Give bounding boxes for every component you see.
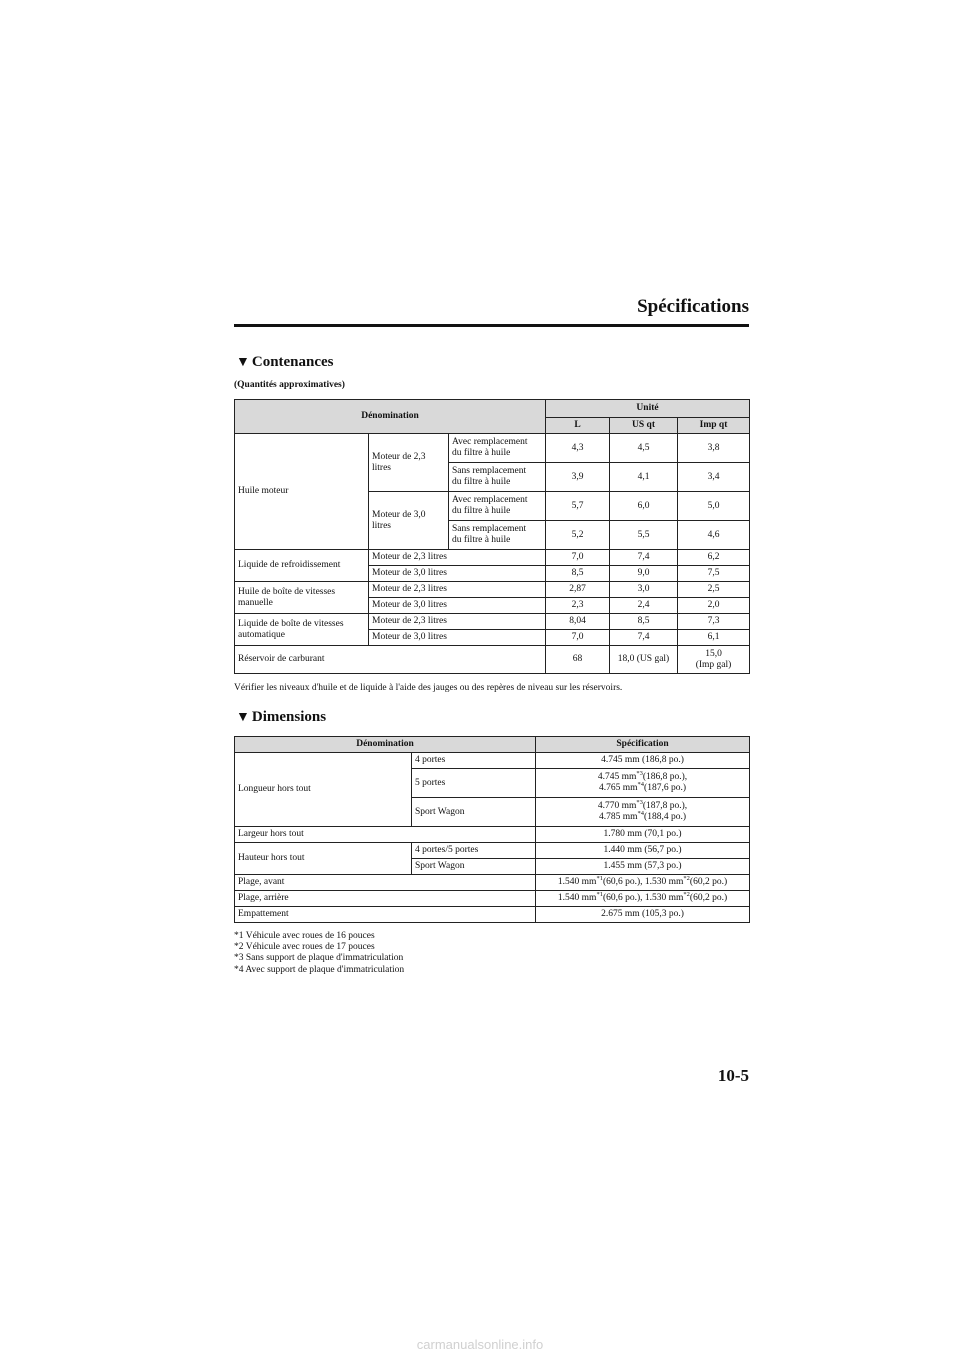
footnote: *4 Avec support de plaque d'immatriculation xyxy=(234,964,405,975)
triangle-down-icon: ▼ xyxy=(236,355,250,370)
value-usqt: 4,1 xyxy=(610,463,678,492)
table-row xyxy=(235,550,750,566)
value-usqt: 8,5 xyxy=(610,614,678,630)
value-usqt: 2,4 xyxy=(610,598,678,614)
value-impqt: 7,5 xyxy=(678,566,750,582)
with-filter-label: Avec remplacement du filtre à huile xyxy=(449,492,546,521)
value-l: 3,9 xyxy=(546,463,610,492)
value-usqt: 7,4 xyxy=(610,550,678,566)
page-number: 10-5 xyxy=(717,1066,749,1085)
value-impqt: 3,4 xyxy=(678,463,750,492)
value-usqt: 7,4 xyxy=(610,630,678,646)
dimensions-table xyxy=(234,736,750,923)
value-l: 7,0 xyxy=(546,630,610,646)
value-usqt: 5,5 xyxy=(610,521,678,550)
track-rear-label: Plage, arrière xyxy=(235,891,536,907)
header-impqt: Imp qt xyxy=(678,418,750,434)
header-denomination: Dénomination xyxy=(235,737,536,753)
value-l: 2,3 xyxy=(546,598,610,614)
triangle-down-icon: ▼ xyxy=(236,710,250,725)
engine-23-label: Moteur de 2,3 litres xyxy=(369,434,449,492)
table-row xyxy=(235,614,750,630)
value-l: 68 xyxy=(546,646,610,674)
spec-value: 1.440 mm (56,7 po.) xyxy=(536,843,750,859)
value-us-gal: 18,0 (US gal) xyxy=(610,646,678,674)
spec-value: 4.745 mm (186,8 po.) xyxy=(536,753,750,769)
table-row xyxy=(235,827,750,843)
value-impqt: 3,8 xyxy=(678,434,750,463)
footnote: *2 Véhicule avec roues de 17 pouces xyxy=(234,942,375,953)
spec-value: 1.780 mm (70,1 po.) xyxy=(536,827,750,843)
spec-value: 1.455 mm (57,3 po.) xyxy=(536,859,750,875)
section-title-dimensions xyxy=(236,709,326,726)
without-filter-label: Sans remplacement du filtre à huile xyxy=(449,463,546,492)
value-impqt: 5,0 xyxy=(678,492,750,521)
value-usqt: 4,5 xyxy=(610,434,678,463)
value-impqt: 6,1 xyxy=(678,630,750,646)
page-header-title: Spécifications xyxy=(637,296,749,317)
header-unit: Unité xyxy=(546,400,750,418)
footnote: *1 Véhicule avec roues de 16 pouces xyxy=(234,931,375,941)
table-row xyxy=(235,891,750,907)
section-title-capacities xyxy=(236,354,334,371)
manual-transmission-label: Huile de boîte de vitesses manuelle xyxy=(235,582,369,614)
value-l: 8,04 xyxy=(546,614,610,630)
watermark: carmanualsonline.info xyxy=(416,1337,544,1352)
value-usqt: 6,0 xyxy=(610,492,678,521)
value-l: 2,87 xyxy=(546,582,610,598)
table-row xyxy=(235,875,750,891)
table-row xyxy=(235,434,750,463)
table-row xyxy=(235,646,750,674)
value-imp-gal: 15,0 (Imp gal) xyxy=(678,646,750,674)
value-usqt: 3,0 xyxy=(610,582,678,598)
table-row xyxy=(235,907,750,923)
engine-30-label: Moteur de 3,0 litres xyxy=(369,492,449,550)
engine-variant: Moteur de 2,3 litres xyxy=(369,614,546,630)
track-front-label: Plage, avant xyxy=(235,875,536,891)
table-row xyxy=(235,753,750,769)
value-impqt: 7,3 xyxy=(678,614,750,630)
capacities-title: Contenances xyxy=(251,354,334,370)
variant-label: Sport Wagon xyxy=(412,859,536,875)
value-usqt: 9,0 xyxy=(610,566,678,582)
value-l: 4,3 xyxy=(546,434,610,463)
header-usqt: US qt xyxy=(610,418,678,434)
wheelbase-label: Empattement xyxy=(235,907,536,923)
dimensions-title: Dimensions xyxy=(251,709,327,725)
capacities-subtitle: (Quantités approximatives) xyxy=(234,380,345,390)
footnotes xyxy=(234,931,404,976)
value-l: 7,0 xyxy=(546,550,610,566)
capacities-table xyxy=(234,399,750,674)
variant-label: 4 portes/5 portes xyxy=(412,843,536,859)
coolant-label: Liquide de refroidissement xyxy=(235,550,369,582)
value-impqt: 4,6 xyxy=(678,521,750,550)
value-l: 8,5 xyxy=(546,566,610,582)
table-row xyxy=(235,843,750,859)
value-l: 5,2 xyxy=(546,521,610,550)
value-l: 5,7 xyxy=(546,492,610,521)
with-filter-label: Avec remplacement du filtre à huile xyxy=(449,434,546,463)
length-label: Longueur hors tout xyxy=(235,753,412,827)
capacities-note: Vérifier les niveaux d'huile et de liquide à l'aide des jauges ou des repères de niveau sur les réservoirs. xyxy=(234,683,623,693)
header-divider xyxy=(234,324,749,327)
header-denomination: Dénomination xyxy=(235,400,546,434)
variant-label: Sport Wagon xyxy=(412,798,536,827)
spec-value: 1.540 $mm^{*1}(60,6$ po.), 1.530 $mm^{*2}(60,2$ po.) xyxy=(536,875,750,891)
spec-value: 4.770 $mm^{*3}(187,8$ po.), 4.785 $mm^{*4}(188,4$ po.) xyxy=(536,798,750,827)
spec-value: 1.540 $mm^{*1}(60,6$ po.), 1.530 $mm^{*2}(60,2$ po.) xyxy=(536,891,750,907)
table-header-row xyxy=(235,400,750,418)
engine-variant: Moteur de 3,0 litres xyxy=(369,566,546,582)
height-label: Hauteur hors tout xyxy=(235,843,412,875)
spec-value: 2.675 mm (105,3 po.) xyxy=(536,907,750,923)
engine-oil-label: Huile moteur xyxy=(235,434,369,550)
value-impqt: 2,0 xyxy=(678,598,750,614)
engine-variant: Moteur de 2,3 litres xyxy=(369,550,546,566)
spec-value: 4.745 $mm^{*3}(186,8$ po.), 4.765 $mm^{*4}(187,6$ po.) xyxy=(536,769,750,798)
width-label: Largeur hors tout xyxy=(235,827,536,843)
automatic-transmission-label: Liquide de boîte de vitesses automatique xyxy=(235,614,369,646)
header-specification: Spécification xyxy=(536,737,750,753)
table-row xyxy=(235,582,750,598)
engine-variant: Moteur de 3,0 litres xyxy=(369,630,546,646)
table-header-row xyxy=(235,737,750,753)
value-impqt: 6,2 xyxy=(678,550,750,566)
footnote: *3 Sans support de plaque d'immatriculation xyxy=(234,953,404,964)
header-l: L xyxy=(546,418,610,434)
engine-variant: Moteur de 3,0 litres xyxy=(369,598,546,614)
fuel-tank-label: Réservoir de carburant xyxy=(235,646,546,674)
variant-label: 5 portes xyxy=(412,769,536,798)
engine-variant: Moteur de 2,3 litres xyxy=(369,582,546,598)
value-impqt: 2,5 xyxy=(678,582,750,598)
without-filter-label: Sans remplacement du filtre à huile xyxy=(449,521,546,550)
variant-label: 4 portes xyxy=(412,753,536,769)
